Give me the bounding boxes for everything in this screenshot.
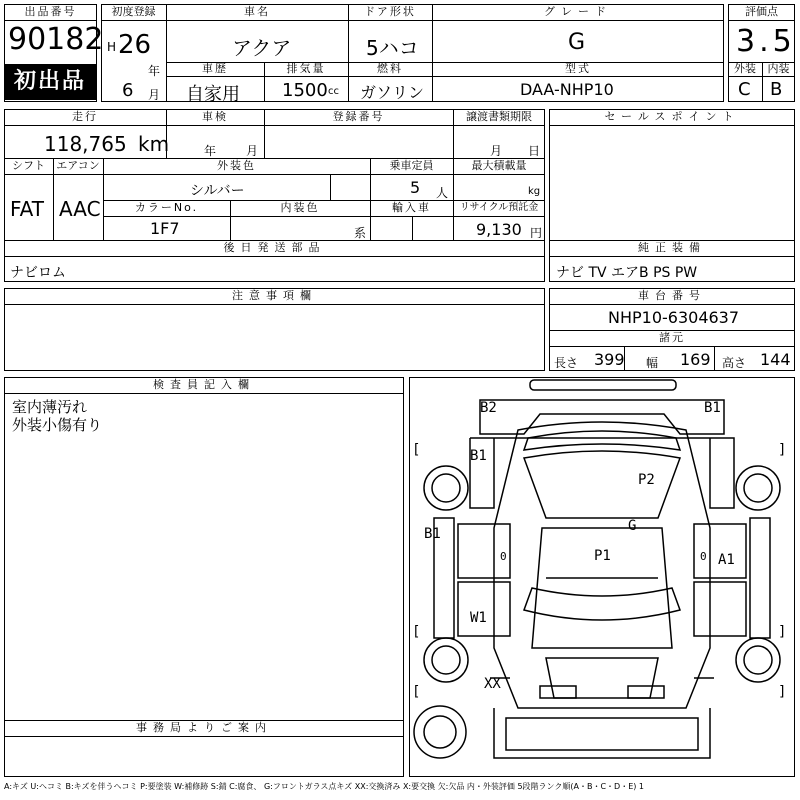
transfer-label: 譲渡書類期限 <box>466 110 532 123</box>
model: DAA-NHP10 <box>520 80 614 99</box>
month-unit: 月 <box>148 88 161 102</box>
mileage-label: 走行 <box>72 110 98 123</box>
import-label: 輸入車 <box>392 201 431 214</box>
door: 5ハコ <box>366 36 419 60</box>
zero-left: 0 <box>500 550 507 563</box>
lot-label: 出品番号 <box>24 5 77 18</box>
grade-label: グレード <box>544 5 612 18</box>
color-no-label: カラーNo. <box>134 201 199 214</box>
damage-p2: P2 <box>638 472 655 488</box>
damage-p1: P1 <box>594 548 611 564</box>
grade: G <box>568 30 586 55</box>
car-diagram-frame <box>409 377 795 777</box>
displacement-unit: cc <box>328 86 339 97</box>
displacement-label: 排気量 <box>286 62 326 75</box>
door-label: ドア形状 <box>364 5 416 18</box>
era: H <box>107 40 117 54</box>
load-label: 最大積載量 <box>471 159 527 172</box>
bracket-right-1: ] <box>778 442 787 458</box>
later-parts: ナビロム <box>10 265 66 281</box>
fuel-label: 燃料 <box>377 62 403 75</box>
name-label: 車名 <box>244 5 270 18</box>
dims-label: 諸元 <box>659 331 685 344</box>
color-no: 1F7 <box>150 219 180 238</box>
ac: AAC <box>59 197 101 221</box>
mileage: 118,765 <box>44 132 127 156</box>
capacity-label: 乗車定員 <box>389 159 434 172</box>
car-diagram <box>410 378 794 776</box>
first-listing-badge: 初出品 <box>4 64 96 100</box>
int-color-label: 内装色 <box>280 201 320 214</box>
damage-xx: XX <box>484 676 501 692</box>
score: 3.5 <box>736 24 796 59</box>
exterior-grade: C <box>738 79 751 100</box>
capacity-unit: 人 <box>436 186 449 200</box>
bracket-left-3: [ <box>412 684 421 700</box>
model-label: 型式 <box>565 62 591 75</box>
zero-right: 0 <box>700 550 707 563</box>
legend: A:キズ U:ヘコミ B:キズを伴うヘコミ P:要塗装 W:補修跡 S:錆 C:腐食、 G:フロントガラス点キズ XX:交換済み X:要交換 欠:欠品 内・外装評価 5段階ランク順(A・B・C・D・E) 1 <box>4 782 645 791</box>
transfer-month-unit: 月 <box>490 144 503 158</box>
length: 399 <box>594 350 625 369</box>
ac-label: エアコン <box>56 159 100 172</box>
interior-grade: B <box>770 79 783 100</box>
damage-a1: A1 <box>718 552 735 568</box>
reg-label: 登録番号 <box>332 110 385 123</box>
equipment: ナビ TV エアB PS PW <box>556 265 698 281</box>
office-label: 事務局よりご案内 <box>136 721 272 734</box>
chassis-number: NHP10-6304637 <box>608 308 740 327</box>
damage-g: G <box>628 518 637 534</box>
height-label: 高さ <box>722 356 747 370</box>
inspector-label: 検査員記入欄 <box>153 378 255 391</box>
width: 169 <box>680 350 711 369</box>
score-label: 評価点 <box>745 5 778 18</box>
damage-b1-front-left: B1 <box>470 448 487 464</box>
year-unit: 年 <box>148 64 161 78</box>
history-label: 車歴 <box>202 62 228 75</box>
first-reg-label: 初度登録 <box>111 5 156 18</box>
damage-b1-top: B1 <box>704 400 721 416</box>
history: 自家用 <box>186 84 240 105</box>
inspection-year-unit: 年 <box>204 144 217 158</box>
recycle-label: リサイクル預託金 <box>459 202 539 213</box>
bracket-right-2: ] <box>778 624 787 640</box>
damage-b1-left: B1 <box>424 526 441 542</box>
length-label: 長さ <box>554 356 579 370</box>
recycle-unit: 円 <box>530 226 543 240</box>
interior-label: 内装 <box>767 62 790 75</box>
color-label: 外装色 <box>217 159 256 172</box>
reg-month: 6 <box>122 80 134 101</box>
mileage-unit: km <box>138 132 170 156</box>
damage-w1: W1 <box>470 610 487 626</box>
sales-label: セールスポイント <box>604 110 740 123</box>
shift-label: シフト <box>12 159 45 172</box>
damage-b2: B2 <box>480 400 497 416</box>
equip-label: 純正装備 <box>638 241 706 254</box>
transfer-day-unit: 日 <box>528 144 541 158</box>
bracket-right-3: ] <box>778 684 787 700</box>
recycle: 9,130 <box>476 220 522 239</box>
width-label: 幅 <box>646 356 659 370</box>
bracket-left-1: [ <box>412 442 421 458</box>
car-name: アクア <box>232 36 292 60</box>
inspector-cell <box>4 377 404 777</box>
int-color-unit: 系 <box>354 226 367 240</box>
load-unit: kg <box>528 186 541 197</box>
later-label: 後日発送部品 <box>223 241 326 254</box>
inspection-month-unit: 月 <box>246 144 259 158</box>
chassis-label: 車台番号 <box>638 289 706 302</box>
lot-number: 90182 <box>8 22 104 57</box>
height: 144 <box>760 350 791 369</box>
exterior-label: 外装 <box>734 62 756 75</box>
reg-year: 26 <box>118 30 152 60</box>
caution-label: 注意事項欄 <box>232 289 317 302</box>
inspector-line-1: 室内薄汚れ <box>12 398 88 416</box>
inspection-label: 車検 <box>202 110 228 123</box>
bracket-left-2: [ <box>412 624 421 640</box>
inspector-line-2: 外装小傷有り <box>12 416 103 434</box>
capacity: 5 <box>410 178 421 197</box>
shift: FAT <box>10 197 45 221</box>
fuel: ガソリン <box>360 83 425 102</box>
color: シルバー <box>190 183 245 199</box>
displacement: 1500 <box>282 80 328 101</box>
